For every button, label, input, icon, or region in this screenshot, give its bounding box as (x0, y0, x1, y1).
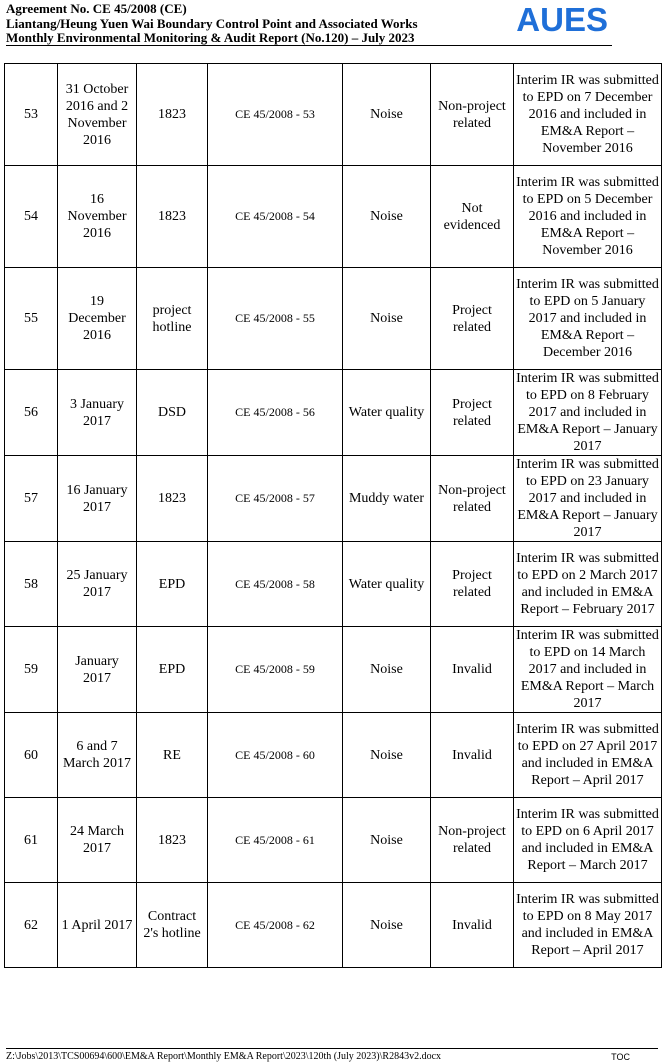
reference-number: CE 45/2008 - 60 (208, 713, 343, 798)
row-number: 58 (5, 542, 58, 627)
row-number: 60 (5, 713, 58, 798)
complaint-nature: Noise (343, 713, 431, 798)
complaint-log-table (4, 63, 662, 968)
reference-number: CE 45/2008 - 62 (208, 883, 343, 968)
complaint-nature: Muddy water (343, 456, 431, 542)
complaint-date: January 2017 (58, 627, 137, 713)
reference-number: CE 45/2008 - 53 (208, 64, 343, 166)
footer-file-path: Z:\Jobs\2013\TCS00694\600\EM&A Report\Monthly EM&A Report\2023\120th (July 2023)\R2843v2.docx (6, 1051, 442, 1062)
agreement-number: Agreement No. CE 45/2008 (CE) (6, 1, 187, 16)
table-row (5, 370, 662, 456)
complaint-source: EPD (137, 542, 208, 627)
project-title: Liantang/Heung Yuen Wai Boundary Control Point and Associated Works (6, 15, 418, 31)
complaint-source: Contract 2's hotline (137, 883, 208, 968)
report-status: Interim IR was submitted to EPD on 6 April 2017 and included in EM&A Report – March 2017 (514, 798, 662, 883)
report-status: Interim IR was submitted to EPD on 8 February 2017 and included in EM&A Report – January 2017 (514, 370, 662, 456)
complaint-date: 24 March 2017 (58, 798, 137, 883)
reference-number: CE 45/2008 - 58 (208, 542, 343, 627)
investigation-outcome: Project related (431, 268, 514, 370)
complaint-nature: Noise (343, 64, 431, 166)
row-number: 57 (5, 456, 58, 542)
reference-number: CE 45/2008 - 57 (208, 456, 343, 542)
header-divider (6, 45, 612, 46)
complaint-nature: Noise (343, 883, 431, 968)
complaint-source: 1823 (137, 456, 208, 542)
complaint-nature: Water quality (343, 542, 431, 627)
complaint-date: 6 and 7 March 2017 (58, 713, 137, 798)
complaint-source: project hotline (137, 268, 208, 370)
investigation-outcome: Non-project related (431, 64, 514, 166)
complaint-date: 31 October 2016 and 2 November 2016 (58, 64, 137, 166)
table-row (5, 713, 662, 798)
logo-letter: S (585, 1, 608, 38)
report-status: Interim IR was submitted to EPD on 5 January 2017 and included in EM&A Report – December 2016 (514, 268, 662, 370)
complaint-nature: Noise (343, 627, 431, 713)
table-row (5, 798, 662, 883)
investigation-outcome: Invalid (431, 627, 514, 713)
logo-letter: A (516, 1, 541, 38)
complaint-source: 1823 (137, 798, 208, 883)
row-number: 54 (5, 166, 58, 268)
complaint-source: EPD (137, 627, 208, 713)
complaint-date: 3 January 2017 (58, 370, 137, 456)
complaint-source: RE (137, 713, 208, 798)
complaint-nature: Noise (343, 268, 431, 370)
report-status: Interim IR was submitted to EPD on 2 March 2017 and included in EM&A Report – February 2017 (514, 542, 662, 627)
row-number: 62 (5, 883, 58, 968)
logo-letter: U (540, 1, 564, 38)
footer-divider (6, 1048, 658, 1049)
reference-number: CE 45/2008 - 54 (208, 166, 343, 268)
complaint-date: 1 April 2017 (58, 883, 137, 968)
investigation-outcome: Non-project related (431, 798, 514, 883)
report-title: Monthly Environmental Monitoring & Audit Report (No.120) – July 2023 (6, 30, 415, 45)
aues-logo (516, 2, 608, 38)
table-row (5, 883, 662, 968)
complaint-date: 25 January 2017 (58, 542, 137, 627)
report-status: Interim IR was submitted to EPD on 7 December 2016 and included in EM&A Report – November 2016 (514, 64, 662, 166)
row-number: 55 (5, 268, 58, 370)
table-row (5, 268, 662, 370)
complaint-date: 16 November 2016 (58, 166, 137, 268)
report-status: Interim IR was submitted to EPD on 23 January 2017 and included in EM&A Report – January 2017 (514, 456, 662, 542)
complaint-date: 19 December 2016 (58, 268, 137, 370)
row-number: 53 (5, 64, 58, 166)
reference-number: CE 45/2008 - 55 (208, 268, 343, 370)
table-row (5, 64, 662, 166)
report-status: Interim IR was submitted to EPD on 27 April 2017 and included in EM&A Report – April 2017 (514, 713, 662, 798)
report-status: Interim IR was submitted to EPD on 5 December 2016 and included in EM&A Report – November 2016 (514, 166, 662, 268)
footer-toc: TOC (611, 1052, 630, 1062)
complaint-nature: Noise (343, 798, 431, 883)
complaint-nature: Noise (343, 166, 431, 268)
investigation-outcome: Invalid (431, 713, 514, 798)
table-row (5, 456, 662, 542)
row-number: 56 (5, 370, 58, 456)
reference-number: CE 45/2008 - 59 (208, 627, 343, 713)
investigation-outcome: Non-project related (431, 456, 514, 542)
row-number: 61 (5, 798, 58, 883)
logo-letter: E (563, 1, 586, 38)
complaint-date: 16 January 2017 (58, 456, 137, 542)
report-status: Interim IR was submitted to EPD on 8 May 2017 and included in EM&A Report – April 2017 (514, 883, 662, 968)
investigation-outcome: Invalid (431, 883, 514, 968)
complaint-source: 1823 (137, 64, 208, 166)
investigation-outcome: Project related (431, 370, 514, 456)
investigation-outcome: Project related (431, 542, 514, 627)
investigation-outcome: Not evidenced (431, 166, 514, 268)
report-status: Interim IR was submitted to EPD on 14 March 2017 and included in EM&A Report – March 2017 (514, 627, 662, 713)
table-row (5, 627, 662, 713)
complaint-nature: Water quality (343, 370, 431, 456)
table-row (5, 542, 662, 627)
reference-number: CE 45/2008 - 56 (208, 370, 343, 456)
table-row (5, 166, 662, 268)
reference-number: CE 45/2008 - 61 (208, 798, 343, 883)
complaint-source: DSD (137, 370, 208, 456)
complaint-source: 1823 (137, 166, 208, 268)
row-number: 59 (5, 627, 58, 713)
